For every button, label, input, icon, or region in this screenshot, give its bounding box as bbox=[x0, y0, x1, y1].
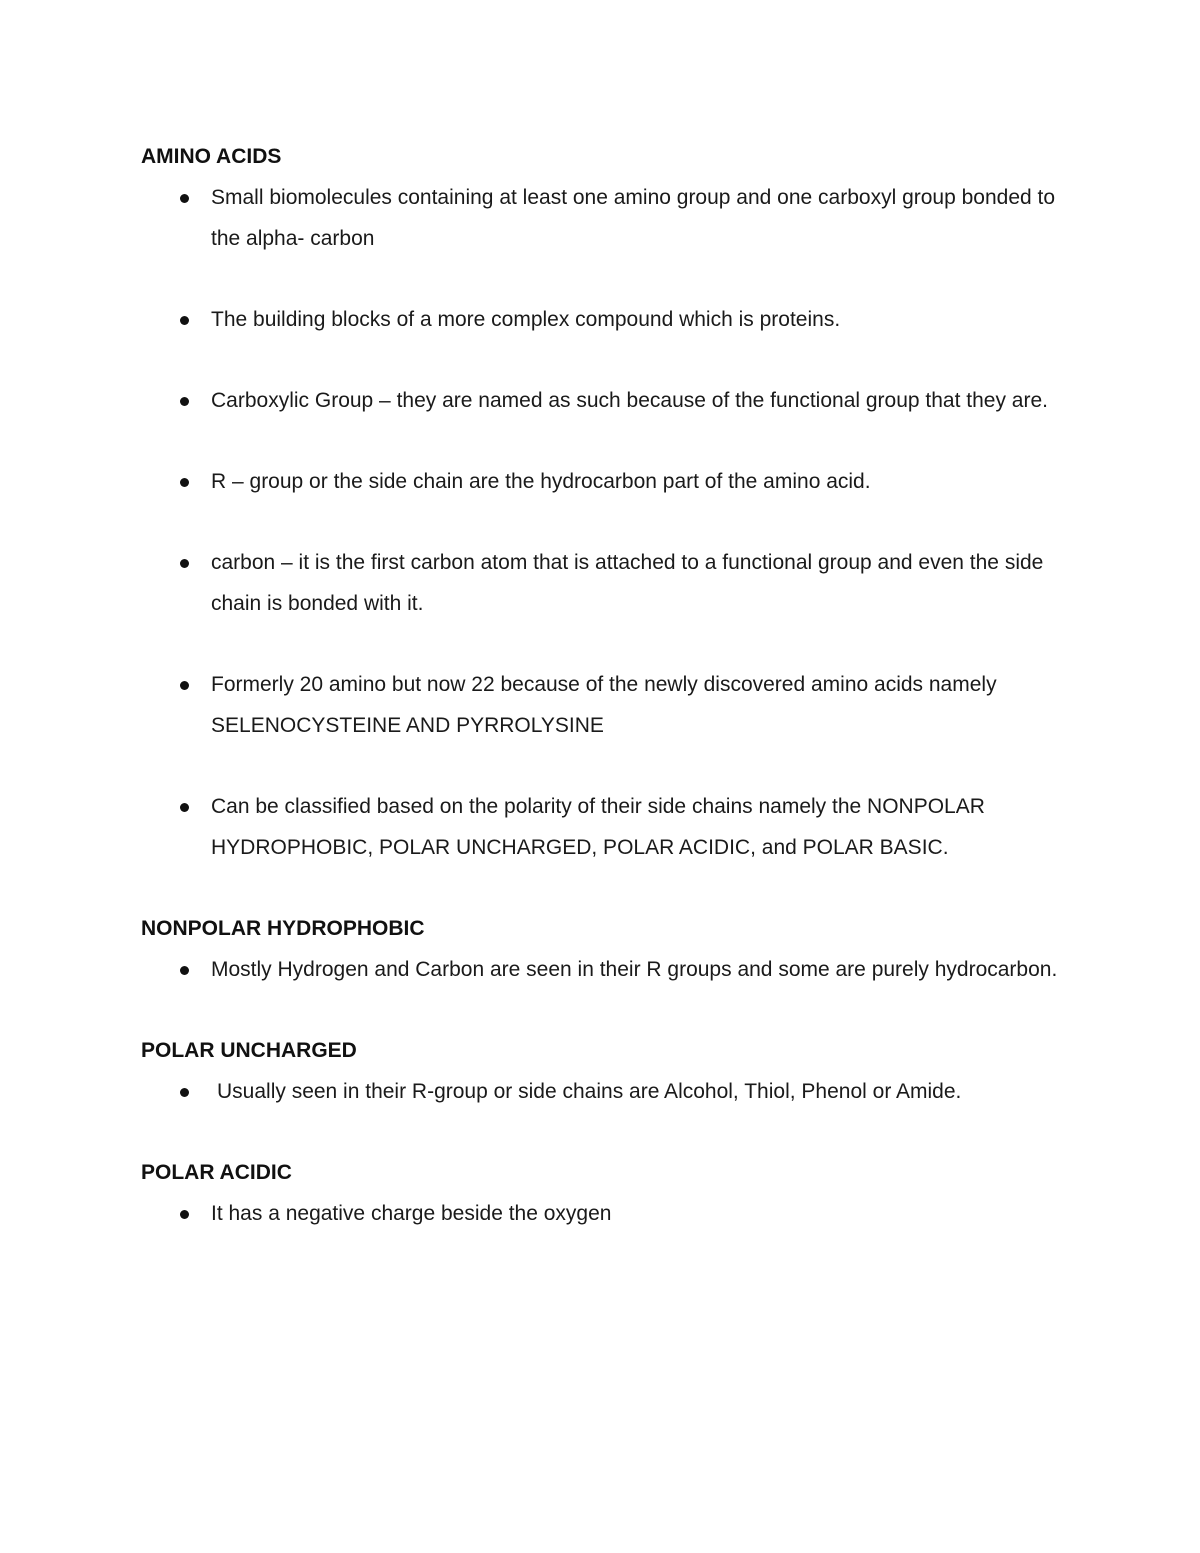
section-polar-acidic bbox=[141, 1152, 1071, 1234]
bullet-list bbox=[141, 1193, 1071, 1234]
list-item-text: Can be classified based on the polarity of their side chains namely the NONPOLAR HYDROPHOBIC, POLAR UNCHARGED, POLAR ACIDIC, and POLAR BASIC. bbox=[211, 795, 985, 859]
list-item bbox=[141, 542, 1071, 624]
bullet-icon bbox=[180, 681, 189, 690]
list-item bbox=[141, 1071, 1071, 1112]
section-heading: NONPOLAR HYDROPHOBIC bbox=[141, 917, 425, 940]
list-item-text: It has a negative charge beside the oxygen bbox=[211, 1202, 612, 1225]
list-item-text: Carboxylic Group – they are named as such because of the functional group that they are. bbox=[211, 389, 1048, 412]
section-heading: POLAR ACIDIC bbox=[141, 1161, 292, 1184]
bullet-icon bbox=[180, 316, 189, 325]
list-item bbox=[141, 380, 1071, 421]
list-item-text: Formerly 20 amino but now 22 because of the newly discovered amino acids namely SELENOCYSTEINE AND PYRROLYSINE bbox=[211, 673, 997, 737]
section-polar-uncharged bbox=[141, 1030, 1071, 1112]
list-item bbox=[141, 461, 1071, 502]
list-item-text: Usually seen in their R-group or side chains are Alcohol, Thiol, Phenol or Amide. bbox=[217, 1080, 962, 1103]
list-item bbox=[141, 1193, 1071, 1234]
bullet-icon bbox=[180, 1210, 189, 1219]
section-nonpolar-hydrophobic bbox=[141, 908, 1071, 990]
list-item bbox=[141, 664, 1071, 746]
bullet-list bbox=[141, 949, 1071, 990]
bullet-icon bbox=[180, 803, 189, 812]
list-item bbox=[141, 786, 1071, 868]
list-item-text: The building blocks of a more complex compound which is proteins. bbox=[211, 308, 841, 331]
list-item-text: Small biomolecules containing at least one amino group and one carboxyl group bonded to the alpha- carbon bbox=[211, 186, 1056, 250]
section-heading: AMINO ACIDS bbox=[141, 145, 282, 168]
bullet-icon bbox=[180, 478, 189, 487]
bullet-icon bbox=[180, 966, 189, 975]
bullet-icon bbox=[180, 194, 189, 203]
list-item-text: R – group or the side chain are the hydrocarbon part of the amino acid. bbox=[211, 470, 871, 493]
bullet-list bbox=[141, 1071, 1071, 1112]
list-item bbox=[141, 949, 1071, 990]
list-item bbox=[141, 177, 1071, 259]
bullet-list bbox=[141, 177, 1071, 868]
list-item-text: carbon – it is the first carbon atom that is attached to a functional group and even the side chain is bonded with it. bbox=[211, 551, 1044, 615]
bullet-icon bbox=[180, 559, 189, 568]
section-amino-acids bbox=[141, 136, 1071, 868]
document-content bbox=[141, 136, 1071, 1274]
bullet-icon bbox=[180, 1088, 189, 1097]
bullet-icon bbox=[180, 397, 189, 406]
list-item-text: Mostly Hydrogen and Carbon are seen in their R groups and some are purely hydrocarbon. bbox=[211, 958, 1058, 981]
section-heading: POLAR UNCHARGED bbox=[141, 1039, 357, 1062]
list-item bbox=[141, 299, 1071, 340]
